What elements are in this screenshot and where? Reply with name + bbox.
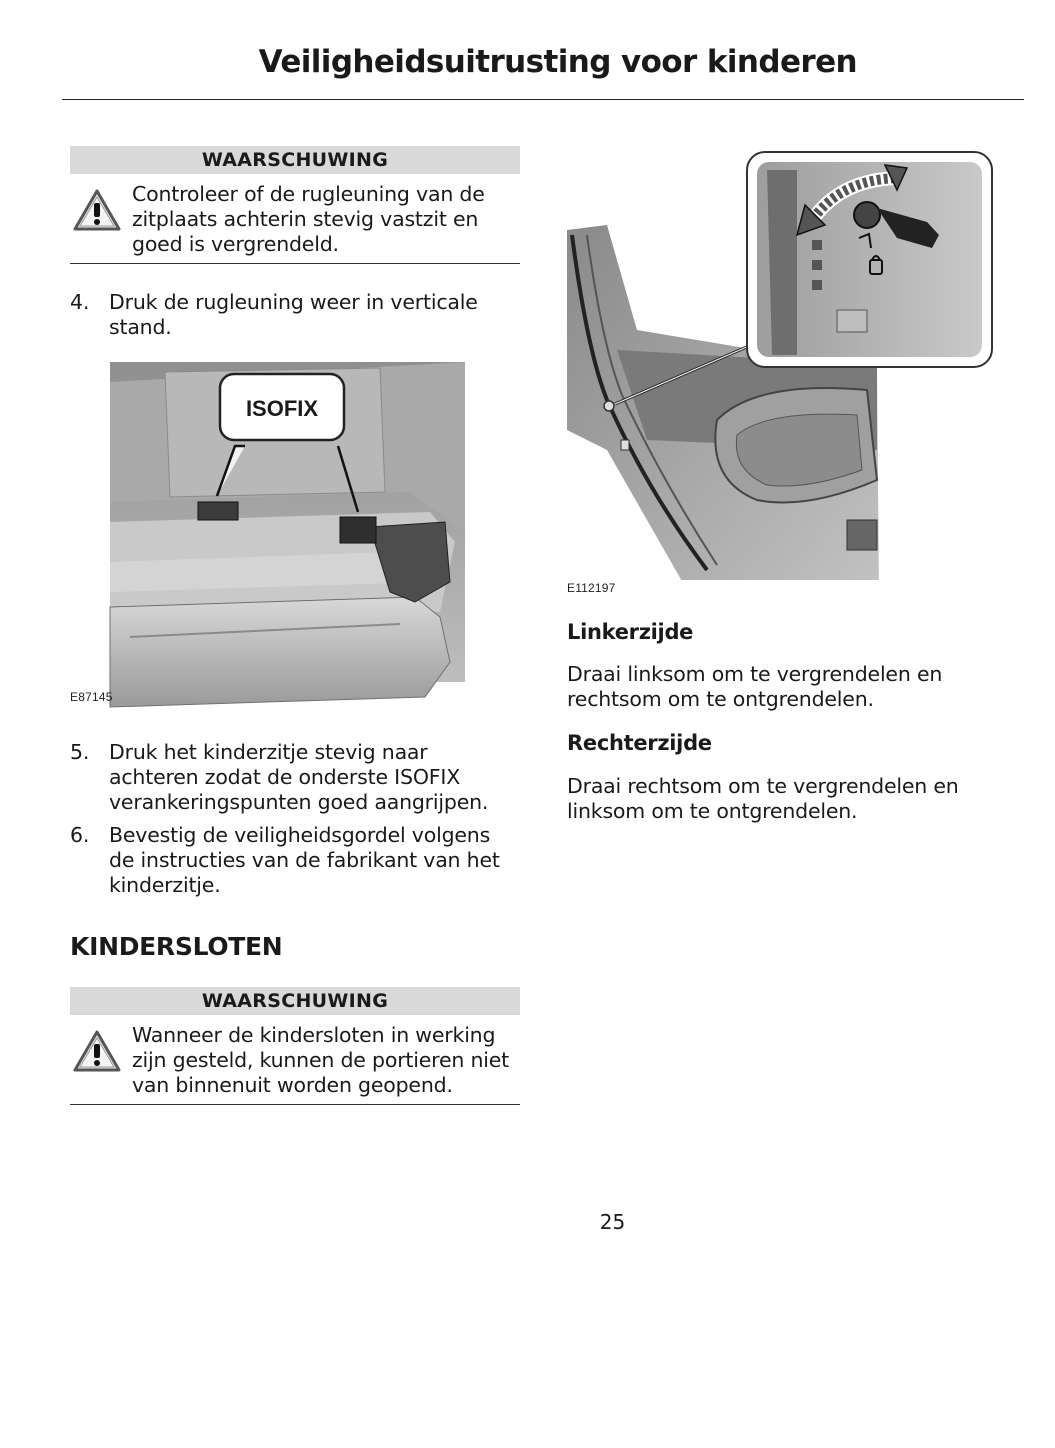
step-number: 5.	[70, 740, 90, 764]
left-side-text: Draai linksom om te vergrendelen en rechtsom om te ontgrendelen.	[567, 662, 943, 711]
right-side-heading: Rechterzijde	[567, 731, 712, 755]
left-side-heading: Linkerzijde	[567, 620, 694, 644]
warning-text: Controleer of de rugleuning van de zitplaats achterin stevig vastzit en goed is vergrendeld.	[132, 182, 485, 256]
step-number: 4.	[70, 290, 90, 314]
warning-triangle-icon	[72, 188, 122, 232]
figure-code: E112197	[567, 581, 616, 595]
step-item	[70, 823, 520, 898]
steps-list	[70, 740, 520, 898]
section-heading: KINDERSLOTEN	[70, 932, 283, 961]
isofix-seat-illustration	[70, 362, 470, 712]
page-number: 25	[599, 1210, 626, 1234]
warning-box	[70, 987, 520, 1105]
step-item	[70, 290, 520, 340]
warning-box	[70, 146, 520, 264]
warning-body	[70, 174, 520, 264]
isofix-callout-label: ISOFIX	[245, 396, 319, 421]
steps-list	[70, 290, 520, 340]
child-lock-figure	[567, 150, 997, 600]
title-rule	[62, 99, 1024, 100]
warning-heading: WAARSCHUWING	[70, 987, 520, 1015]
warning-triangle-icon	[72, 1029, 122, 1073]
warning-text: Wanneer de kindersloten in werking zijn gesteld, kunnen de portieren niet van binnenuit worden geopend.	[132, 1023, 510, 1097]
step-item	[70, 740, 520, 815]
warning-heading: WAARSCHUWING	[70, 146, 520, 174]
right-side-text: Draai rechtsom om te vergrendelen en linksom om te ontgrendelen.	[567, 774, 959, 823]
step-text: Druk het kinderzitje stevig naar achteren zodat de onderste ISOFIX verankeringspunten goed aangrijpen.	[109, 740, 489, 814]
step-text: Bevestig de veiligheidsgordel volgens de instructies van de fabrikant van het kinderzitje.	[109, 823, 500, 897]
warning-body	[70, 1015, 520, 1105]
figure-code: E87145	[70, 690, 113, 704]
step-number: 6.	[70, 823, 90, 847]
door-child-lock-illustration	[567, 150, 997, 580]
page-title: Veiligheidsuitrusting voor kinderen	[258, 44, 857, 80]
isofix-figure	[70, 362, 520, 716]
step-text: Druk de rugleuning weer in verticale stand.	[109, 290, 478, 339]
